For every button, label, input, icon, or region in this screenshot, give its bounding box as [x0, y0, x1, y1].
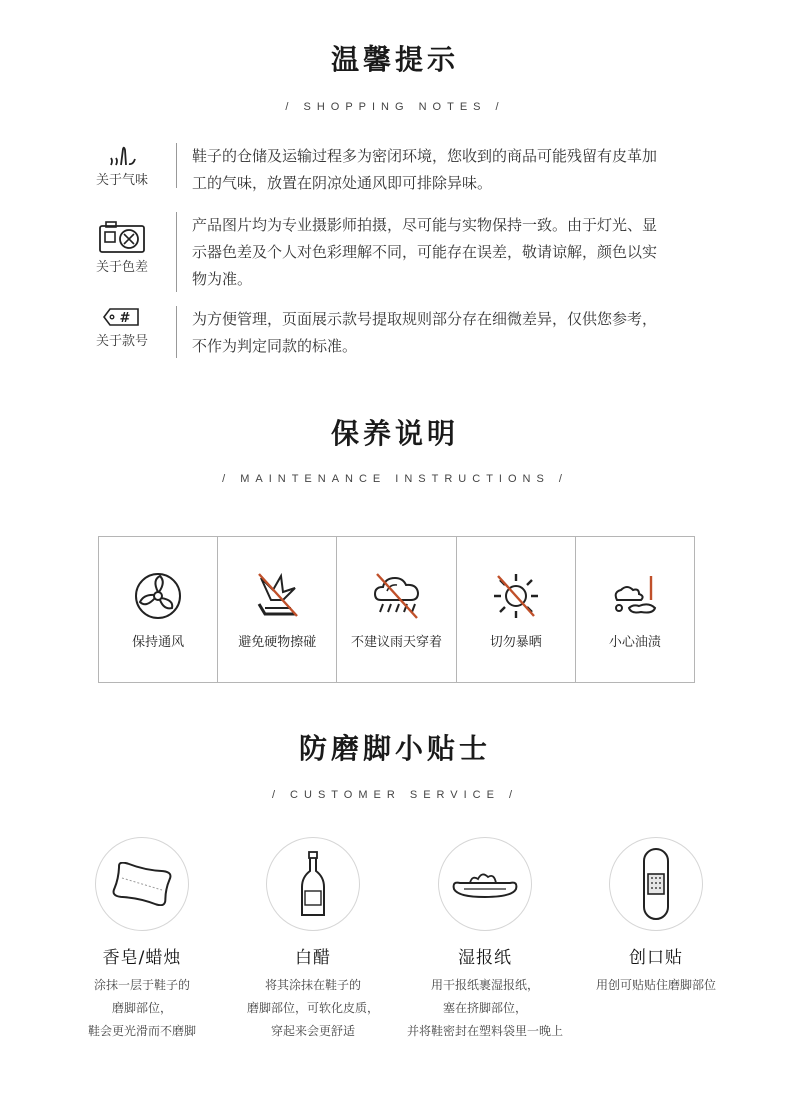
- tip-circle: [609, 837, 703, 931]
- maintenance-item: [337, 537, 456, 682]
- maintenance-item: [99, 537, 218, 682]
- bandage-icon: [641, 847, 671, 921]
- tip-desc-line: 涂抹一层于鞋子的: [93, 978, 190, 992]
- note-text-line: 鞋子的仓储及运输过程多为密闭环境，您收到的商品可能残留有皮革加: [192, 147, 658, 165]
- tip-desc-line: 鞋会更光滑而不磨脚: [87, 1024, 196, 1038]
- note-color: [80, 212, 720, 296]
- maintenance-item: [576, 537, 694, 682]
- maintenance-item: [218, 537, 337, 682]
- notes-title: 温馨提示: [330, 43, 459, 76]
- note-text-line: 产品图片均为专业摄影师拍摄，尽可能与实物保持一致。由于灯光、显: [192, 216, 658, 234]
- tip-bandage: [571, 837, 741, 997]
- tip-name: 湿报纸: [458, 948, 512, 968]
- soap-icon: [110, 862, 174, 906]
- note-style-number: [80, 306, 720, 362]
- no-rain-icon: [371, 570, 423, 622]
- paper-icon: [450, 869, 520, 899]
- tip-desc-line: 塞在挤脚部位，: [442, 1001, 527, 1015]
- no-sun-icon: [490, 570, 542, 622]
- note-label: 关于款号: [95, 334, 148, 349]
- maintenance-title: 保养说明: [330, 417, 459, 450]
- maintenance-label: 避免硬物擦碰: [238, 635, 317, 650]
- fan-icon: [132, 570, 184, 622]
- oil-stain-icon: [609, 570, 661, 622]
- maintenance-label: 不建议雨天穿着: [351, 635, 443, 650]
- tip-vinegar: [228, 837, 398, 1043]
- tag-icon: [102, 306, 142, 328]
- tips-title: 防磨脚小贴士: [298, 732, 491, 765]
- maintenance-item: [457, 537, 576, 682]
- no-hard-object-icon: [251, 570, 303, 622]
- tip-desc-line: 磨脚部位，: [111, 1001, 172, 1015]
- tip-desc-line: 用干报纸裹湿报纸，: [430, 978, 539, 992]
- tip-desc-line: 将其涂抹在鞋子的: [264, 978, 361, 992]
- smell-icon: [102, 143, 142, 167]
- maintenance-label: 小心油渍: [608, 635, 661, 650]
- note-text-line: 物为准。: [192, 270, 253, 288]
- note-text-line: 工的气味，放置在阴凉处通风即可排除异味。: [192, 174, 493, 192]
- maintenance-label: 切勿暴晒: [489, 635, 542, 650]
- maintenance-grid: [98, 536, 695, 683]
- tip-circle: [438, 837, 532, 931]
- tip-desc-line: 并将鞋密封在塑料袋里一晚上: [406, 1024, 563, 1038]
- tip-name: 香皂/蜡烛: [102, 948, 182, 968]
- note-smell: [80, 143, 720, 199]
- note-divider: [176, 143, 177, 188]
- tip-name: 白醋: [295, 948, 331, 968]
- tip-newspaper: [400, 837, 570, 1043]
- notes-subtitle: / SHOPPING NOTES /: [285, 101, 505, 113]
- tips-subtitle: / CUSTOMER SERVICE /: [271, 789, 519, 801]
- tip-circle: [266, 837, 360, 931]
- tip-desc-line: 用创可贴贴住磨脚部位: [595, 978, 716, 992]
- tip-circle: [95, 837, 189, 931]
- camera-icon: [98, 220, 146, 254]
- note-label: 关于气味: [95, 173, 148, 188]
- tip-desc-line: 穿起来会更舒适: [270, 1024, 355, 1038]
- note-label: 关于色差: [95, 260, 148, 275]
- tip-desc-line: 磨脚部位，可软化皮质，: [246, 1001, 379, 1015]
- tag-hash-text: #: [119, 311, 131, 326]
- tip-soap: [57, 837, 227, 1043]
- maintenance-subtitle: / MAINTENANCE INSTRUCTIONS /: [222, 473, 568, 485]
- vinegar-bottle-icon: [300, 851, 326, 917]
- maintenance-label: 保持通风: [132, 635, 185, 650]
- tip-name: 创口贴: [629, 948, 683, 968]
- note-text-line: 为方便管理，页面展示款号提取规则部分存在细微差异，仅供您参考，: [192, 310, 658, 328]
- note-divider: [176, 306, 177, 358]
- note-divider: [176, 212, 177, 292]
- note-text-line: 不作为判定同款的标准。: [192, 337, 358, 355]
- note-text-line: 示器色差及个人对色彩理解不同，可能存在误差，敬请谅解，颜色以实: [192, 243, 658, 261]
